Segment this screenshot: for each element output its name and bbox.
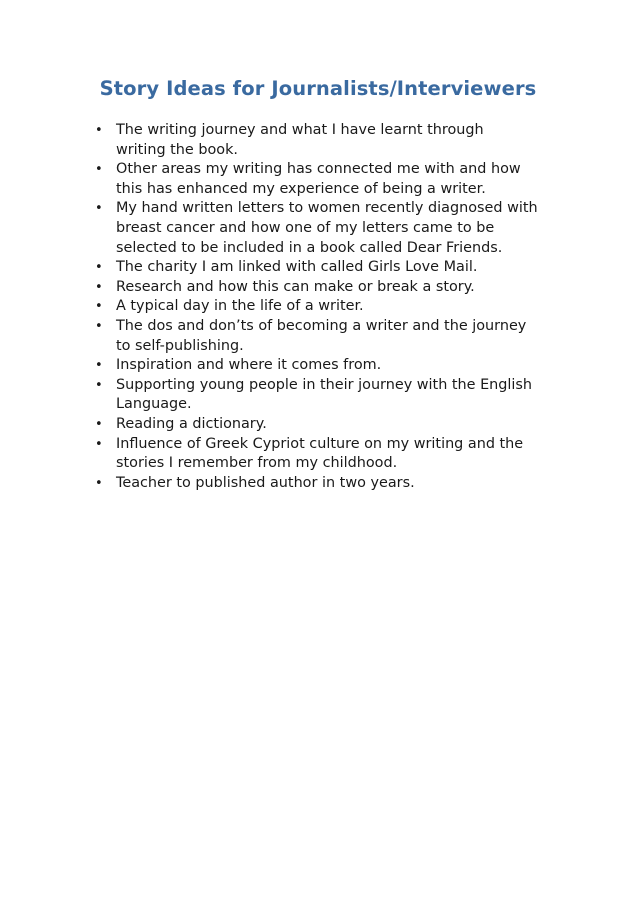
list-item-line: writing the book.	[116, 141, 238, 158]
bullet-icon: •	[95, 377, 103, 393]
list-item-line: Teacher to published author in two years.	[116, 474, 415, 491]
list-item	[0, 278, 566, 298]
list-item	[0, 376, 566, 415]
bullet-icon: •	[95, 318, 103, 334]
bullet-icon: •	[95, 260, 103, 276]
list-item	[0, 160, 566, 199]
list-item-line: The writing journey and what I have learnt through	[116, 122, 484, 138]
list-item-line: The dos and don’ts of becoming a writer and the journey	[116, 317, 527, 334]
list-item-line: A typical day in the life of a writer.	[116, 298, 364, 315]
bullet-icon: •	[95, 123, 103, 138]
list-item-line: Language.	[116, 396, 192, 413]
bullet-icon: •	[95, 436, 103, 452]
list-item-line: Inspiration and where it comes from.	[116, 357, 382, 374]
list-item-line: Research and how this can make or break a story.	[116, 278, 475, 295]
list-item	[0, 474, 566, 494]
list-item-line: breast cancer and how one of my letters came to be	[116, 219, 495, 236]
story-ideas-list	[0, 121, 566, 493]
page-title: Story Ideas for Journalists/Interviewers	[99, 77, 537, 100]
bullet-icon: •	[95, 201, 103, 217]
list-item	[0, 121, 566, 160]
list-item	[0, 317, 566, 356]
list-item-line: this has enhanced my experience of being a writer.	[116, 180, 486, 197]
list-item-line: My hand written letters to women recently diagnosed with	[116, 200, 538, 217]
list-item-line: selected to be included in a book called Dear Friends.	[116, 239, 503, 256]
bullet-icon: •	[95, 416, 103, 432]
list-item-line: stories I remember from my childhood.	[116, 455, 398, 472]
bullet-icon: •	[95, 475, 103, 491]
bullet-icon: •	[95, 162, 103, 178]
list-item	[0, 258, 566, 278]
list-item	[0, 199, 566, 258]
list-item	[0, 297, 566, 317]
list-item-line: Other areas my writing has connected me with and how	[116, 161, 521, 178]
list-item-line: Influence of Greek Cypriot culture on my writing and the	[116, 435, 524, 452]
list-item-line: to self-publishing.	[116, 337, 244, 354]
bullet-icon: •	[95, 279, 103, 295]
list-item	[0, 415, 566, 435]
bullet-icon: •	[95, 358, 103, 374]
list-item-line: Supporting young people in their journey with the English	[116, 376, 533, 393]
bullet-icon: •	[95, 299, 103, 315]
list-item	[0, 356, 566, 376]
list-item	[0, 435, 566, 474]
list-item-line: The charity I am linked with called Girls Love Mail.	[116, 259, 478, 276]
list-item-line: Reading a dictionary.	[116, 415, 267, 432]
